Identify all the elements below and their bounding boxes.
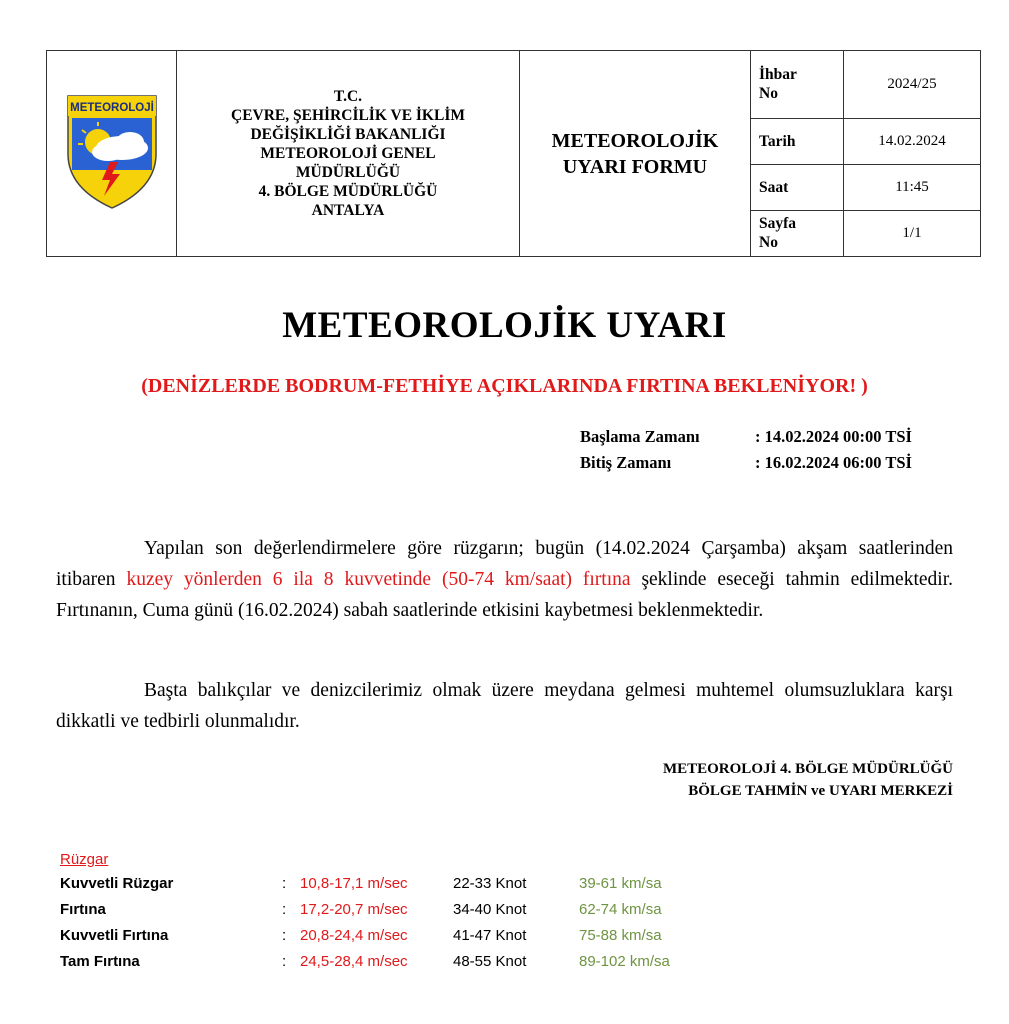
- forecast-paragraph: [56, 533, 953, 626]
- wind-speed-kmh: 39-61 km/sa: [579, 875, 662, 892]
- notice-no-label: [751, 51, 844, 119]
- org-line: METEOROLOJİ GENEL: [260, 145, 436, 162]
- signature-line2: BÖLGE TAHMİN ve UYARI MERKEZİ: [688, 783, 953, 799]
- date-label-text: Tarih: [759, 132, 796, 150]
- meteoroloji-logo: [64, 92, 160, 210]
- org-line: MÜDÜRLÜĞÜ: [295, 164, 401, 181]
- wind-category-name: Tam Fırtına: [60, 953, 140, 970]
- wind-speed-ms: 24,5-28,4 m/sec: [300, 953, 408, 970]
- page-no-label-line1: Sayfa: [759, 215, 797, 233]
- wind-scale: [60, 849, 709, 975]
- date-value: 14.02.2024: [844, 118, 981, 164]
- wind-colon: :: [282, 901, 287, 918]
- form-title-cell: [520, 51, 751, 257]
- end-time-row: [580, 450, 912, 476]
- wind-category-name: Kuvvetli Fırtına: [60, 927, 169, 944]
- date-label: [751, 118, 844, 164]
- warning-subtitle: (DENİZLERDE BODRUM-FETHİYE AÇIKLARINDA FIRTINA BEKLENİYOR! ): [141, 375, 868, 397]
- start-time-value: : 14.02.2024 00:00 TSİ: [755, 427, 912, 446]
- form-title-line1: METEOROLOJİK: [551, 129, 719, 152]
- page-no-label-line2: No: [759, 234, 778, 252]
- org-line: ÇEVRE, ŞEHİRCİLİK VE İKLİM: [231, 107, 465, 124]
- org-line: 4. BÖLGE MÜDÜRLÜĞÜ: [258, 183, 438, 200]
- time-label: [751, 164, 844, 210]
- org-line: ANTALYA: [311, 202, 385, 219]
- wind-scale-row: [60, 871, 709, 897]
- org-line: DEĞİŞİKLİĞİ BAKANLIĞI: [250, 126, 446, 143]
- wind-speed-knot: 34-40 Knot: [453, 901, 527, 918]
- notice-no-value: 2024/25: [844, 51, 981, 119]
- forecast-text-before: Yapılan son değerlendirmelere göre rüzgarın; bugün (14.02.2024 Çarşamba) akşam saatlerinden itibaren: [56, 538, 953, 590]
- wind-colon: :: [282, 927, 287, 944]
- wind-speed-knot: 48-55 Knot: [453, 953, 527, 970]
- wind-speed-kmh: 75-88 km/sa: [579, 927, 662, 944]
- wind-speed-knot: 41-47 Knot: [453, 927, 527, 944]
- end-time-value: : 16.02.2024 06:00 TSİ: [755, 453, 912, 472]
- signature-block: [663, 758, 953, 802]
- wind-scale-heading: Rüzgar: [60, 851, 109, 868]
- time-label-text: Saat: [759, 178, 789, 196]
- page-title: METEOROLOJİK UYARI: [282, 305, 727, 346]
- page-no-label: [751, 210, 844, 256]
- header-table: [46, 50, 981, 257]
- wind-speed-kmh: 89-102 km/sa: [579, 953, 670, 970]
- logo-cell: [47, 51, 177, 257]
- validity-times: [580, 424, 912, 476]
- wind-scale-row: [60, 949, 709, 975]
- notice-no-label-line1: İhbar: [759, 66, 797, 84]
- organization-cell: [177, 51, 520, 257]
- advisory-text: Başta balıkçılar ve denizcilerimiz olmak üzere meydana gelmesi muhtemel olumsuzluklara karşı dikkatli ve tedbirli olunmalıdır.: [56, 680, 953, 732]
- start-time-label: Başlama Zamanı: [580, 427, 700, 446]
- wind-scale-row: [60, 897, 709, 923]
- wind-category-name: Kuvvetli Rüzgar: [60, 875, 174, 892]
- notice-no-label-line2: No: [759, 85, 778, 103]
- wind-speed-ms: 20,8-24,4 m/sec: [300, 927, 408, 944]
- wind-speed-ms: 10,8-17,1 m/sec: [300, 875, 408, 892]
- form-title-line2: UYARI FORMU: [562, 155, 708, 178]
- forecast-text-after: şeklinde eseceği tahmin edilmektedir. Fırtınanın, Cuma günü (16.02.2024) sabah saatlerinde etkisini kaybetmesi beklenmektedir.: [56, 569, 953, 621]
- wind-category-name: Fırtına: [60, 901, 106, 918]
- start-time-row: [580, 424, 912, 450]
- time-value: 11:45: [844, 164, 981, 210]
- wind-speed-knot: 22-33 Knot: [453, 875, 527, 892]
- wind-speed-kmh: 62-74 km/sa: [579, 901, 662, 918]
- wind-scale-row: [60, 923, 709, 949]
- page-no-value: 1/1: [844, 210, 981, 256]
- end-time-label: Bitiş Zamanı: [580, 453, 672, 472]
- advisory-paragraph: [56, 675, 953, 737]
- wind-speed-ms: 17,2-20,7 m/sec: [300, 901, 408, 918]
- svg-text:METEOROLOJİ: METEOROLOJİ: [69, 102, 154, 114]
- wind-colon: :: [282, 953, 287, 970]
- org-line: T.C.: [333, 88, 363, 105]
- forecast-highlight: kuzey yönlerden 6 ila 8 kuvvetinde (50-74 km/saat) fırtına: [126, 569, 631, 590]
- wind-colon: :: [282, 875, 287, 892]
- signature-line1: METEOROLOJİ 4. BÖLGE MÜDÜRLÜĞÜ: [662, 761, 953, 777]
